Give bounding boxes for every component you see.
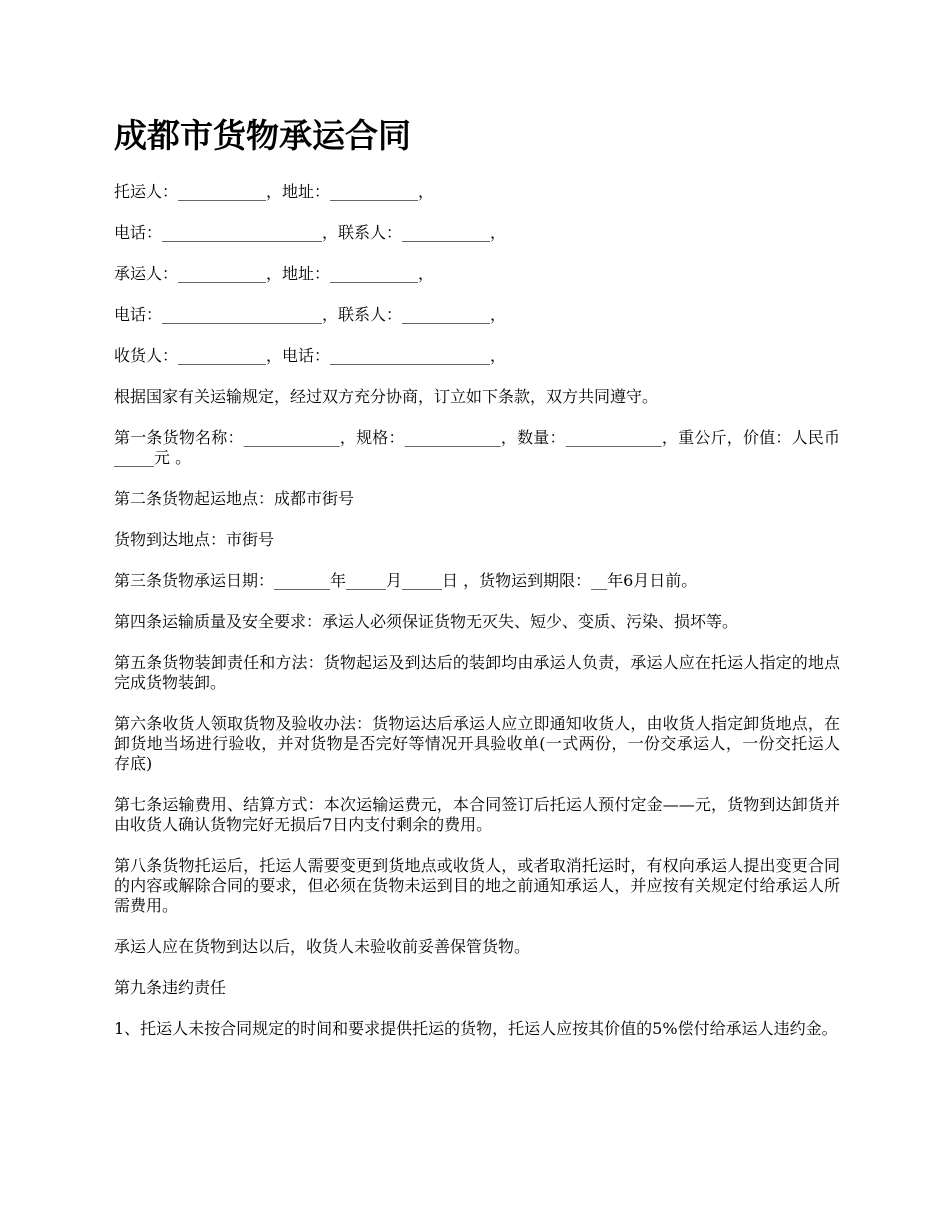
preamble: 根据国家有关运输规定，经过双方充分协商，订立如下条款，双方共同遵守。 <box>114 387 659 406</box>
clause-7-fees: 第七条运输费用、结算方式：本次运输运费元，本合同签订后托运人预付定金——元，货物到达卸货并由收货人确认货物完好无损后7日内支付剩余的费用。 <box>114 795 840 834</box>
clause-2-destination: 货物到达地点：市街号 <box>114 530 275 549</box>
clause-9-heading: 第九条违约责任 <box>114 978 227 997</box>
shipper-contact: 电话：____________________，联系人：___________， <box>114 223 507 242</box>
carrier-info: 承运人：___________，地址：___________， <box>114 264 435 283</box>
clause-4-quality: 第四条运输质量及安全要求：承运人必须保证货物无灭失、短少、变质、污染、损坏等。 <box>114 612 739 631</box>
clause-8-changes: 第八条货物托运后，托运人需要变更到货地点或收货人，或者取消托运时，有权向承运人提出变更合同的内容或解除合同的要求，但必须在货物未运到目的地之前通知承运人，并应按有关规定付给承运人所需费用。 <box>114 856 840 915</box>
clause-1-goods: 第一条货物名称：____________，规格：____________，数量：____________，重公斤，价值：人民币_____元 。 <box>114 428 840 467</box>
clause-2-origin: 第二条货物起运地点：成都市街号 <box>114 489 355 508</box>
carrier-custody: 承运人应在货物到达以后，收货人未验收前妥善保管货物。 <box>114 937 531 956</box>
clause-9-item-1: 1、托运人未按合同规定的时间和要求提供托运的货物，托运人应按其价值的5%偿付给承运人违约金。 <box>114 1019 838 1038</box>
document-page <box>114 114 840 1060</box>
clause-3-dates: 第三条货物承运日期：_______年_____月_____日 ，货物运到期限：__年6月日前。 <box>114 571 698 590</box>
clause-6-acceptance: 第六条收货人领取货物及验收办法：货物运达后承运人应立即通知收货人，由收货人指定卸货地点，在卸货地当场进行验收，并对货物是否完好等情况开具验收单(一式两份，一份交承运人，一份交托运人存底) <box>114 714 840 773</box>
shipper-info: 托运人：___________，地址：___________， <box>114 182 435 201</box>
consignee-info: 收货人：___________，电话：____________________， <box>114 346 507 365</box>
clause-5-loading: 第五条货物装卸责任和方法：货物起运及到达后的装卸均由承运人负责，承运人应在托运人指定的地点完成货物装卸。 <box>114 653 840 692</box>
document-title: 成都市货物承运合同 <box>114 116 411 155</box>
carrier-contact: 电话：____________________，联系人：___________， <box>114 305 507 324</box>
